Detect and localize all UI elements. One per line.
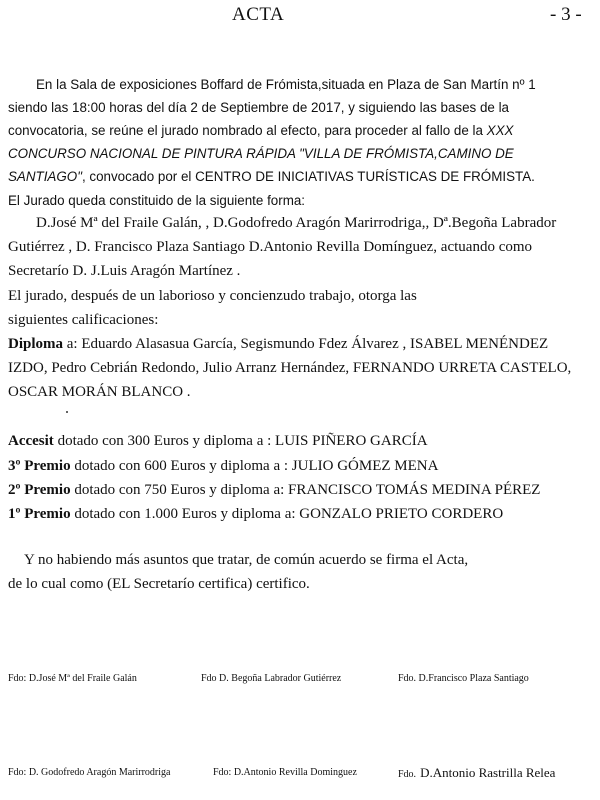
signature-revilla: Fdo: D.Antonio Revilla Dominguez (213, 767, 357, 778)
award-label: Accesit (8, 433, 54, 449)
signature-plaza: Fdo. D.Francisco Plaza Santiago (398, 673, 529, 684)
diploma-line-2: IZDO, Pedro Cebrián Redondo, Julio Arranz Hernández, FERNANDO URRETA CASTELO, (8, 360, 572, 376)
diploma-text: a: Eduardo Alasasua García, Segismundo Fdez Álvarez , ISABEL MENÉNDEZ (66, 336, 549, 352)
signature-area-1 (0, 596, 518, 666)
verdict-line-1 (8, 285, 592, 308)
award-label: 1º Premio (8, 506, 71, 522)
award-accesit (8, 430, 428, 453)
document-title: ACTA (232, 4, 285, 25)
intro-line-4 (8, 142, 514, 165)
intro-line-3-text: convocatoria, se reúne el jurado nombrado al efecto, para proceder al fallo de la (8, 123, 483, 138)
closing-line-1: Y no habiendo más asuntos que tratar, de común acuerdo se firma el Acta, (24, 552, 469, 568)
contest-name: CONCURSO NACIONAL DE PINTURA RÁPIDA "VILLA DE FRÓMISTA,CAMINO DE (8, 146, 514, 161)
award-text: dotado con 600 Euros y diploma a : JULIO GÓMEZ MENA (70, 458, 439, 474)
award-text: dotado con 300 Euros y diploma a : LUIS PIÑERO GARCÍA (53, 433, 428, 449)
award-second (8, 479, 540, 502)
signature-prefix: Fdo. (398, 769, 417, 780)
stray-dot (66, 411, 68, 413)
organizer: , convocado por el CENTRO DE INICIATIVAS TURÍSTICAS DE FRÓMISTA. (81, 169, 535, 184)
intro-line-1: En la Sala de exposiciones Boffard de Frómista,situada en Plaza de San Martín nº 1 (36, 77, 536, 92)
intro-line-3 (8, 119, 513, 142)
signature-area-2 (0, 690, 582, 756)
award-first (8, 503, 503, 526)
jury-line-1: D.José Mª del Fraile Galán, , D.Godofredo Aragón Marirrodriga,, Dª.Begoña Labrador (36, 215, 557, 231)
award-text: dotado con 1.000 Euros y diploma a: GONZALO PRIETO CORDERO (70, 506, 504, 522)
signature-aragon: Fdo: D. Godofredo Aragón Marirrodriga (8, 767, 171, 778)
closing-line-2: de lo cual como (EL Secretarío certifica) certifico. (8, 576, 310, 592)
diploma-label: Diploma (8, 336, 64, 352)
intro-line-2 (8, 96, 592, 119)
intro-line-2-text: siendo las 18:00 horas del día 2 de Septiembre de 2017, y siguiendo las bases de la (8, 100, 510, 115)
signature-name: D.Antonio Rastrilla Relea (420, 765, 556, 780)
award-label: 3º Premio (8, 458, 71, 474)
jury-line-2: Gutiérrez , D. Francisco Plaza Santiago D.Antonio Revilla Domínguez, actuando como (8, 239, 533, 255)
award-label: 2º Premio (8, 482, 71, 498)
contest-name-end: SANTIAGO" (8, 169, 82, 184)
signature-rastrilla (398, 764, 555, 782)
page-number: - 3 - (550, 4, 582, 25)
intro-line-3-italic: XXX (486, 123, 514, 138)
verdict-line-2: siguientes calificaciones: (8, 312, 159, 328)
diploma-line-3: OSCAR MORÁN BLANCO . (8, 384, 191, 400)
jury-line-3: Secretarío D. J.Luis Aragón Martínez . (8, 263, 241, 279)
intro-line-5 (8, 165, 535, 188)
award-third (8, 455, 438, 478)
signature-labrador: Fdo D. Begoña Labrador Gutiérrez (201, 673, 342, 684)
diploma-line-1 (8, 333, 548, 356)
verdict-line-1-text: El jurado, después de un laborioso y concienzudo trabajo, otorga las (8, 288, 417, 304)
intro-line-6: El Jurado queda constituido de la siguiente forma: (8, 193, 306, 208)
signature-fraile: Fdo: D.José Mª del Fraile Galán (8, 673, 137, 684)
award-text: dotado con 750 Euros y diploma a: FRANCISCO TOMÁS MEDINA PÉREZ (70, 482, 541, 498)
